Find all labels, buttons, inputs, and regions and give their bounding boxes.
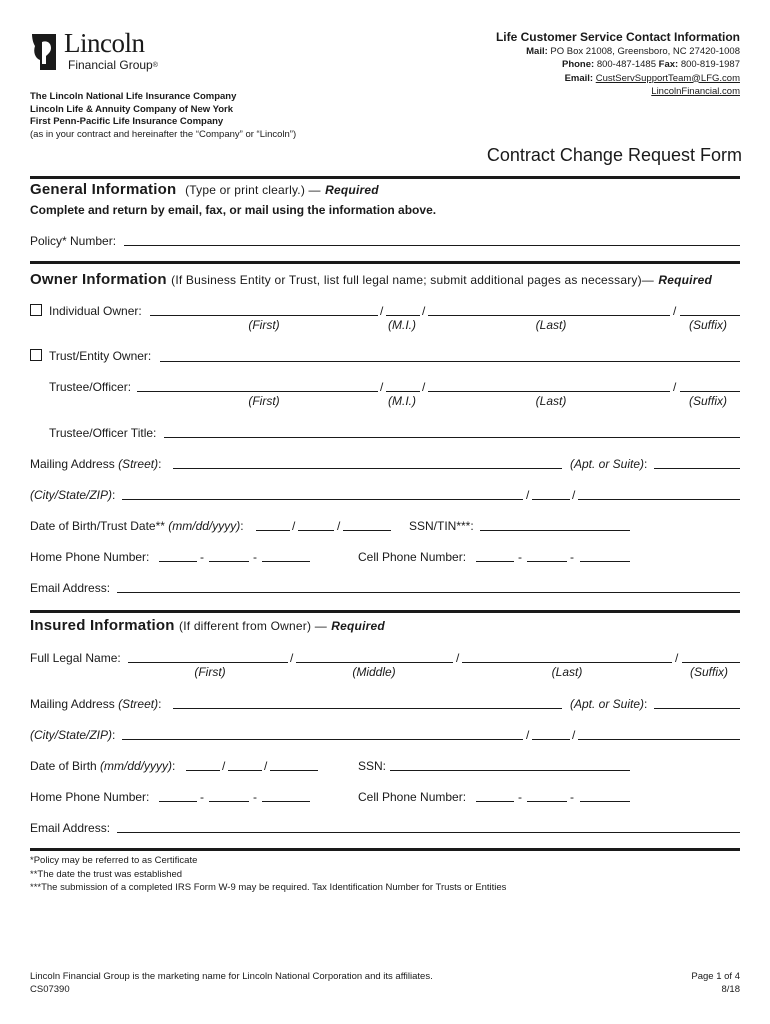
trustee-officer-label: Trustee/Officer:	[49, 380, 132, 394]
insured-first-name-field[interactable]	[128, 662, 288, 663]
insured-ssn-label: SSN:	[358, 759, 387, 773]
owner-info-heading: Owner Information (If Business Entity or Trust, list full legal name; submit additional pages as necessary)— Required	[30, 271, 712, 288]
footnotes	[30, 854, 506, 895]
trust-entity-option[interactable]: Trust/Entity Owner:	[30, 349, 151, 363]
owner-dob-month-field[interactable]	[256, 530, 290, 531]
individual-owner-checkbox[interactable]	[30, 304, 42, 316]
insured-home-prefix-field[interactable]	[209, 801, 249, 802]
slash: /	[526, 488, 530, 502]
section-rule	[30, 176, 740, 179]
insured-street-field[interactable]	[173, 708, 562, 709]
slash: /	[380, 304, 384, 318]
last-caption: (Last)	[535, 318, 567, 332]
insured-dob-year-field[interactable]	[270, 770, 318, 771]
slash: /	[572, 488, 576, 502]
dash: -	[200, 550, 204, 564]
insured-apt-field[interactable]	[654, 708, 740, 709]
insured-home-line-field[interactable]	[262, 801, 310, 802]
owner-first-name-field[interactable]	[150, 315, 378, 316]
dash: -	[570, 790, 574, 804]
dash: -	[253, 790, 257, 804]
insured-home-phone-label: Home Phone Number:	[30, 790, 150, 804]
slash: /	[422, 380, 426, 394]
last-caption: (Last)	[535, 394, 567, 408]
footer-left	[30, 970, 433, 996]
slash: /	[526, 728, 530, 742]
first-caption: (First)	[248, 318, 280, 332]
slash: /	[264, 759, 268, 773]
footnote-2: **The date the trust was established	[30, 868, 183, 880]
owner-ssn-field[interactable]	[480, 530, 630, 531]
slash: /	[456, 651, 460, 665]
insured-apt-label: (Apt. or Suite):	[570, 697, 648, 711]
insured-state-field[interactable]	[532, 739, 570, 740]
company-1: The Lincoln National Life Insurance Company	[30, 91, 237, 102]
company-3: First Penn-Pacific Life Insurance Company	[30, 116, 224, 128]
page-number: Page 1 of 4	[691, 971, 740, 982]
slash: /	[222, 759, 226, 773]
website-link[interactable]: LincolnFinancial.com	[651, 85, 740, 97]
trustee-suffix-field[interactable]	[680, 391, 740, 392]
general-instruction: Complete and return by email, fax, or mail using the information above.	[30, 203, 437, 217]
section-rule	[30, 261, 740, 264]
dash: -	[570, 550, 574, 564]
logo-subtitle: Financial Group®	[68, 58, 158, 72]
individual-owner-option[interactable]: Individual Owner:	[30, 304, 142, 318]
first-caption: (First)	[248, 394, 280, 408]
owner-street-field[interactable]	[173, 468, 562, 469]
owner-city-label: (City/State/ZIP):	[30, 488, 116, 502]
trustee-title-label: Trustee/Officer Title:	[49, 426, 157, 440]
owner-apt-field[interactable]	[654, 468, 740, 469]
slash: /	[422, 304, 426, 318]
footer-right	[691, 970, 740, 996]
owner-cell-area-field[interactable]	[476, 561, 514, 562]
owner-home-line-field[interactable]	[262, 561, 310, 562]
general-info-heading: General Information (Type or print clearly.) — Required	[30, 181, 379, 198]
lincoln-profile-icon	[30, 30, 60, 72]
insured-last-name-field[interactable]	[462, 662, 672, 663]
insured-dob-label: Date of Birth (mm/dd/yyyy):	[30, 759, 176, 773]
section-rule	[30, 610, 740, 613]
mi-caption: (M.I.)	[388, 394, 416, 408]
owner-apt-label: (Apt. or Suite):	[570, 457, 648, 471]
insured-cell-prefix-field[interactable]	[527, 801, 567, 802]
trustee-first-name-field[interactable]	[137, 391, 378, 392]
insured-city-field[interactable]	[122, 739, 523, 740]
owner-city-field[interactable]	[122, 499, 523, 500]
insured-home-area-field[interactable]	[159, 801, 197, 802]
mi-caption: (M.I.)	[388, 318, 416, 332]
company-note: (as in your contract and hereinafter the “Company” or “Lincoln”)	[30, 128, 297, 140]
owner-dob-year-field[interactable]	[343, 530, 391, 531]
trustee-mi-field[interactable]	[386, 391, 420, 392]
owner-dob-day-field[interactable]	[298, 530, 334, 531]
dash: -	[253, 550, 257, 564]
insured-cell-phone-label: Cell Phone Number:	[358, 790, 467, 804]
contact-title: Life Customer Service Contact Information	[495, 30, 740, 44]
owner-home-prefix-field[interactable]	[209, 561, 249, 562]
slash: /	[292, 519, 296, 533]
dash: -	[518, 790, 522, 804]
owner-state-field[interactable]	[532, 499, 570, 500]
owner-dob-label: Date of Birth/Trust Date** (mm/dd/yyyy):	[30, 519, 244, 533]
insured-zip-field[interactable]	[578, 739, 740, 740]
insured-suffix-field[interactable]	[682, 662, 740, 663]
insured-name-label: Full Legal Name:	[30, 651, 121, 665]
owner-cell-prefix-field[interactable]	[527, 561, 567, 562]
trustee-last-name-field[interactable]	[428, 391, 670, 392]
lincoln-logo	[30, 30, 160, 76]
policy-number-field[interactable]	[124, 245, 740, 246]
form-title: Contract Change Request Form	[486, 145, 742, 165]
email-link[interactable]: CustServSupportTeam@LFG.com	[595, 72, 740, 84]
owner-cell-line-field[interactable]	[580, 561, 630, 562]
insured-mailing-label: Mailing Address (Street):	[30, 697, 162, 711]
owner-ssn-label: SSN/TIN***:	[409, 519, 474, 533]
slash: /	[572, 728, 576, 742]
owner-home-area-field[interactable]	[159, 561, 197, 562]
insured-email-label: Email Address:	[30, 821, 111, 835]
insured-cell-line-field[interactable]	[580, 801, 630, 802]
slash: /	[337, 519, 341, 533]
trust-entity-name-field[interactable]	[160, 361, 740, 362]
slash: /	[673, 380, 677, 394]
dash: -	[200, 790, 204, 804]
slash: /	[380, 380, 384, 394]
footer-disclaimer: Lincoln Financial Group is the marketing name for Lincoln National Corporation and its affiliates.	[30, 971, 433, 982]
insured-city-label: (City/State/ZIP):	[30, 728, 116, 742]
owner-home-phone-label: Home Phone Number:	[30, 550, 150, 564]
insured-ssn-field[interactable]	[390, 770, 630, 771]
contact-phone: Phone: 800-487-1485 Fax: 800-819-1987	[561, 59, 740, 71]
footnote-3: ***The submission of a completed IRS Form W-9 may be required. Tax Identification Number for Trusts or Entities	[30, 882, 507, 893]
logo-wordmark: Lincoln	[64, 28, 145, 58]
trust-entity-checkbox[interactable]	[30, 349, 42, 361]
company-2: Lincoln Life & Annuity Company of New York	[30, 103, 234, 115]
last-caption: (Last)	[551, 665, 583, 679]
insured-info-heading: Insured Information (If different from Owner) — Required	[30, 617, 385, 634]
owner-email-label: Email Address:	[30, 581, 111, 595]
company-list	[30, 91, 296, 141]
slash: /	[673, 304, 677, 318]
contact-mail: Mail: PO Box 21008, Greensboro, NC 27420-1008	[526, 46, 740, 57]
dash: -	[518, 550, 522, 564]
form-date: 8/18	[721, 984, 740, 995]
owner-last-name-field[interactable]	[428, 315, 670, 316]
contact-block	[496, 30, 740, 98]
insured-dob-month-field[interactable]	[186, 770, 220, 771]
first-caption: (First)	[194, 665, 226, 679]
insured-email-field[interactable]	[117, 832, 740, 833]
suffix-caption: (Suffix)	[688, 318, 727, 332]
owner-email-field[interactable]	[117, 592, 740, 593]
insured-dob-day-field[interactable]	[228, 770, 262, 771]
footnote-1: *Policy may be referred to as Certificate	[30, 855, 198, 866]
owner-suffix-field[interactable]	[680, 315, 740, 316]
form-code: CS07390	[30, 984, 70, 995]
suffix-caption: (Suffix)	[689, 665, 728, 679]
owner-mi-field[interactable]	[386, 315, 420, 316]
policy-number-label: Policy* Number:	[30, 234, 117, 248]
contact-email: Email: CustServSupportTeam@LFG.com	[564, 72, 740, 84]
suffix-caption: (Suffix)	[688, 394, 727, 408]
insured-cell-area-field[interactable]	[476, 801, 514, 802]
section-rule	[30, 848, 740, 851]
middle-caption: (Middle)	[352, 665, 396, 679]
slash: /	[290, 651, 294, 665]
slash: /	[675, 651, 679, 665]
owner-mailing-label: Mailing Address (Street):	[30, 457, 162, 471]
owner-zip-field[interactable]	[578, 499, 740, 500]
trustee-title-field[interactable]	[164, 437, 740, 438]
insured-middle-name-field[interactable]	[296, 662, 453, 663]
owner-cell-phone-label: Cell Phone Number:	[358, 550, 467, 564]
